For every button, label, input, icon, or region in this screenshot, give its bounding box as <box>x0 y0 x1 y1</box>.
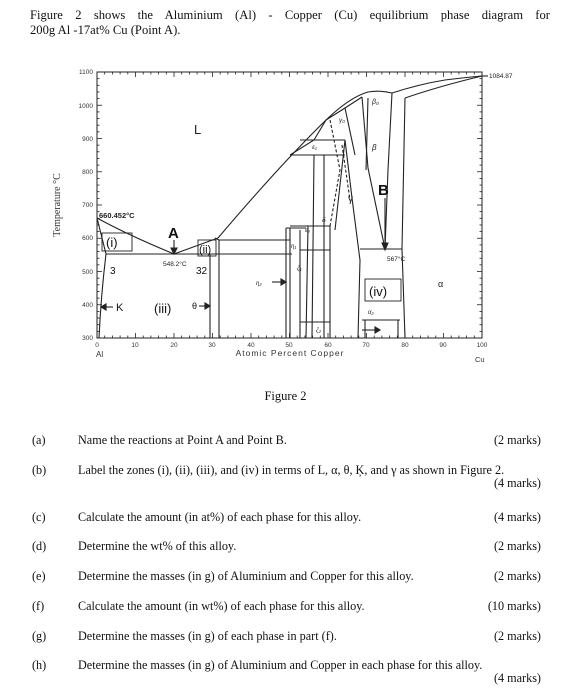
eta2-arrow-head <box>281 279 286 285</box>
label-beta0: β₀ <box>372 99 379 106</box>
question-d-text: Determine the wt% of this alloy. <box>78 539 237 553</box>
liquidus-cu-side <box>392 76 482 93</box>
label-cu-melting: 1084.87 <box>489 73 513 80</box>
x-tick-80: 80 <box>401 342 409 349</box>
label-alpha: α <box>438 279 444 289</box>
label-kappa: K <box>116 302 124 314</box>
x-tick-90: 90 <box>439 342 447 349</box>
label-zone-ii: (ii) <box>199 244 212 256</box>
question-b-marks: (4 marks) <box>493 476 541 490</box>
x-axis-right-element: Cu <box>475 355 485 364</box>
theta-arrow-head <box>205 303 210 309</box>
label-comp-32: 32 <box>196 266 208 277</box>
question-g-marks: (2 marks) <box>493 629 541 643</box>
question-f-marks: (10 marks) <box>487 599 541 613</box>
question-e-marks: (2 marks) <box>493 569 541 583</box>
question-h-label: (h) <box>32 658 47 672</box>
y-tick-900: 900 <box>82 136 93 143</box>
label-eta1: η₁ <box>291 244 297 250</box>
question-b-label: (b) <box>32 463 47 477</box>
beta-right <box>385 93 392 249</box>
y-tick-500: 500 <box>82 269 93 276</box>
x-tick-0: 0 <box>95 342 99 349</box>
label-zone-iv: (iv) <box>369 284 388 299</box>
delta-left <box>312 155 314 338</box>
y-tick-400: 400 <box>82 302 93 309</box>
y-tick-600: 600 <box>82 235 93 242</box>
question-a-text: Name the reactions at Point A and Point B. <box>78 433 287 447</box>
gamma-right <box>345 140 360 338</box>
question-g-label: (g) <box>32 629 47 643</box>
question-b-text: Label the zones (i), (ii), (iii), and (iv) in terms of L, α, θ, Ķ, and γ as shown in Figure 2. <box>78 463 505 477</box>
question-f-text: Calculate the amount (in wt%) of each phase for this alloy. <box>78 599 365 613</box>
phase-boundaries <box>97 76 488 338</box>
label-comp-3: 3 <box>110 266 116 277</box>
x-tick-20: 20 <box>170 342 178 349</box>
gamma0-right <box>345 108 355 155</box>
question-c-label: (c) <box>32 510 46 524</box>
label-zone-iii: (iii) <box>154 301 172 316</box>
x-axis-left-element: Al <box>96 350 104 359</box>
intro-line-2: 200g Al -17at% Cu (Point A). <box>30 23 181 37</box>
x-tick-100: 100 <box>476 342 488 349</box>
y-tick-1100: 1100 <box>79 69 93 76</box>
label-zeta1: ζ₁ <box>297 266 302 272</box>
label-liquid: L <box>194 122 202 137</box>
y-axis-label: Temperature °C <box>52 173 63 237</box>
label-delta: δ <box>322 217 326 224</box>
x-axis-label: Atomic Percent Copper <box>235 348 345 358</box>
question-g-text: Determine the masses (in g) of each phase in part (f). <box>78 629 337 643</box>
al-solidus <box>97 218 106 254</box>
zeta-right <box>306 226 308 338</box>
label-point-a: A <box>168 225 179 242</box>
question-e-label: (e) <box>32 569 46 583</box>
label-beta: β <box>372 143 377 152</box>
label-theta: θ <box>192 301 198 311</box>
question-a-label: (a) <box>32 433 46 447</box>
label-eutectoid-temp: 567°C <box>387 256 406 263</box>
question-c-text: Calculate the amount (in at%) of each phase for this alloy. <box>78 510 362 524</box>
label-eps1: ε₁ <box>312 144 317 151</box>
gamma-boundary-left <box>335 140 345 230</box>
solidus-cu-side <box>405 76 482 98</box>
question-c-marks: (4 marks) <box>493 510 541 524</box>
label-zeta2: ζ₂ <box>316 328 322 334</box>
question-h-marks: (4 marks) <box>493 671 541 685</box>
question-a-marks: (2 marks) <box>493 433 541 447</box>
question-d-label: (d) <box>32 539 47 553</box>
question-f-label: (f) <box>32 599 45 613</box>
label-zone-i: (i) <box>106 235 118 250</box>
al-solvus <box>99 254 106 338</box>
question-e-text: Determine the masses (in g) of Aluminium and Copper for this alloy. <box>78 569 414 583</box>
beta-left <box>362 97 385 249</box>
intro-line-1: Figure 2 shows the Aluminium (Al) - Copper (Cu) equilibrium phase diagram for <box>30 8 550 22</box>
label-gamma0: γ₀ <box>339 117 345 124</box>
label-eta2: η₂ <box>256 281 262 287</box>
label-gamma: γ <box>348 194 353 205</box>
y-tick-800: 800 <box>82 169 93 176</box>
label-alpha2: α₂ <box>368 310 374 316</box>
x-tick-70: 70 <box>362 342 370 349</box>
question-h-text: Determine the masses (in g) of Aluminium and Copper in each phase for this alloy. <box>78 658 483 672</box>
label-al-melting: 660.452°C <box>99 211 135 220</box>
y-tick-1000: 1000 <box>78 103 93 110</box>
label-point-b: B <box>378 182 389 199</box>
x-tick-30: 30 <box>208 342 216 349</box>
label-eps2: ε₂ <box>305 228 310 234</box>
figure-caption: Figure 2 <box>264 389 307 403</box>
y-tick-700: 700 <box>82 202 93 209</box>
y-tick-300: 300 <box>82 335 93 342</box>
alpha-left <box>402 98 405 338</box>
label-eutectic-temp: 548.2°C <box>163 261 187 268</box>
x-tick-10: 10 <box>131 342 139 349</box>
alpha2-arrow-head <box>375 327 380 333</box>
x-tick-50: 50 <box>285 342 293 349</box>
x-tick-40: 40 <box>247 342 255 349</box>
gamma-dashed <box>330 120 340 226</box>
x-tick-60: 60 <box>324 342 332 349</box>
question-d-marks: (2 marks) <box>493 539 541 553</box>
